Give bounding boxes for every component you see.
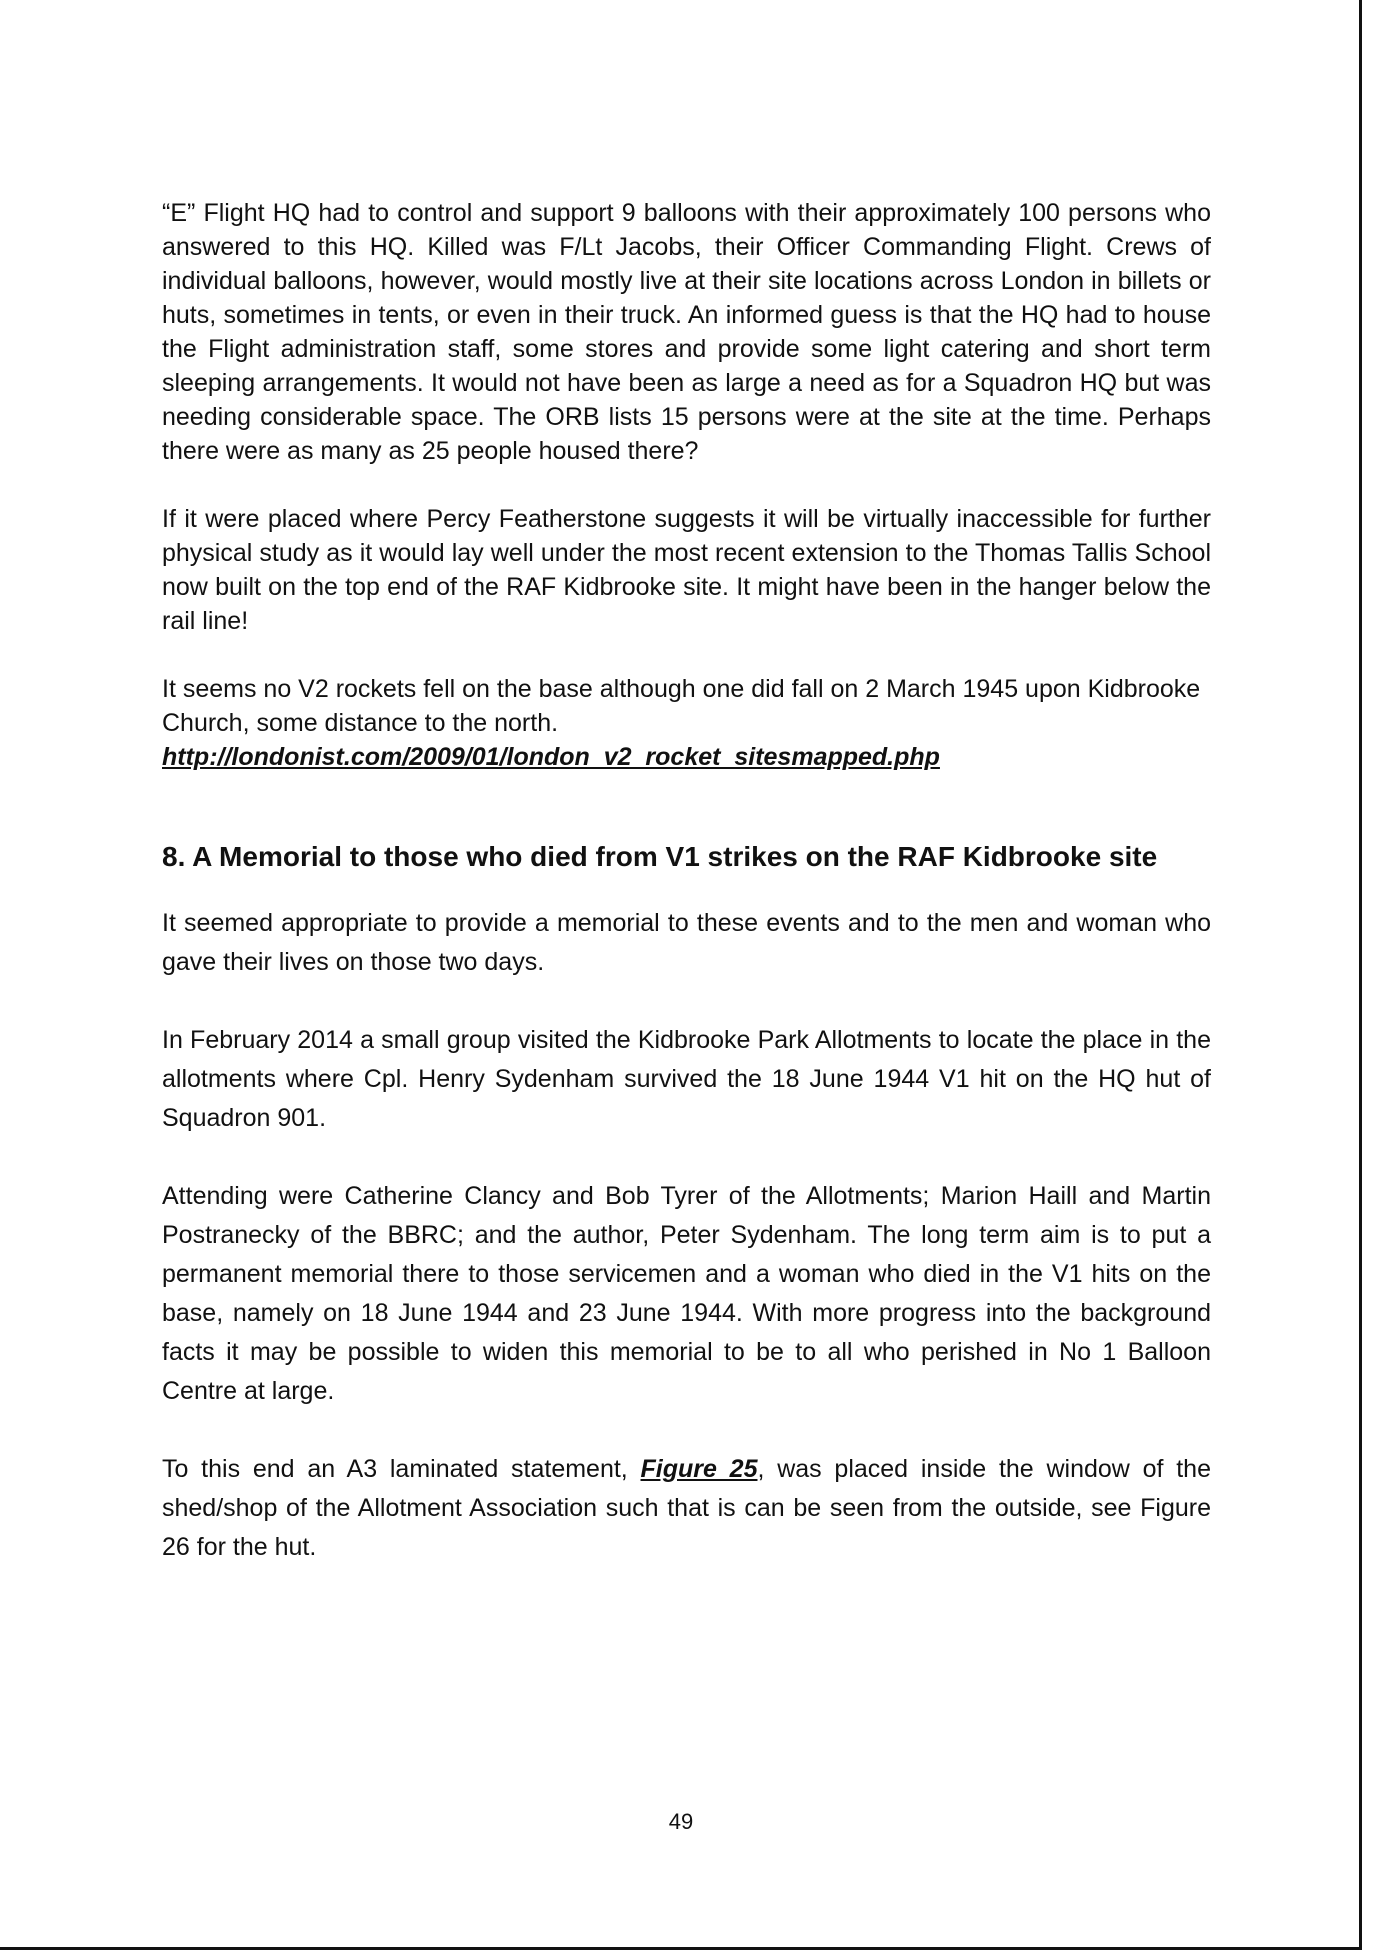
paragraph-february-visit: In February 2014 a small group visited the Kidbrooke Park Allotments to locate the place in the allotments where Cpl. Henry Sydenham survived the 18 June 1944 V1 hit on the HQ hut of Squadron 901.	[162, 1026, 1211, 1132]
paragraph-attendees: Attending were Catherine Clancy and Bob Tyrer of the Allotments; Marion Haill and Martin Postranecky of the BBRC; and the author, Peter Sydenham. The long term aim is to put a permanent memorial there to those servicemen and a woman who died in the V1 hits on the base, namely on 18 June 1944 and 23 June 1944. With more progress into the background facts it may be possible to widen this memorial to be to all who perished in No 1 Balloon Centre at large.	[162, 1182, 1211, 1405]
paragraph-v2-rockets: It seems no V2 rockets fell on the base although one did fall on 2 March 1945 upon Kidbrooke Church, some distance to the north.	[162, 675, 1201, 737]
paragraph-e-flight-hq: “E” Flight HQ had to control and support 9 balloons with their approximately 100 persons who answered to this HQ. Killed was F/Lt Jacobs, their Officer Commanding Flight. Crews of individual balloons, however, would mostly live at their site locations across London in billets or huts, sometimes in tents, or even in their truck. An informed guess is that the HQ had to house the Flight administration staff, some stores and provide some light catering and short term sleeping arrangements. It would not have been as large a need as for a Squadron HQ but was needing considerable space. The ORB lists 15 persons were at the site at the time. Perhaps there were as many as 25 people housed there?	[162, 199, 1211, 465]
figure-25-link[interactable]: Figure 25	[640, 1455, 758, 1483]
a3-statement-text-before: To this end an A3 laminated statement,	[162, 1455, 641, 1483]
paragraph-featherstone-location: If it were placed where Percy Featherstone suggests it will be virtually inaccessible for further physical study as it would lay well under the most recent extension to the Thomas Tallis School now built on the top end of the RAF Kidbrooke site. It might have been in the hanger below the rail line!	[162, 505, 1211, 635]
page-number: 49	[668, 1809, 694, 1834]
section-heading: 8. A Memorial to those who died from V1 strikes on the RAF Kidbrooke site	[162, 841, 1158, 872]
a3-statement-text-after: , was placed inside the window of the shed/shop of the Allotment Association such that is can be seen from the outside, see Figure 26 for the hut.	[162, 1455, 1211, 1561]
page-content	[162, 196, 1211, 1567]
paragraph-a3-statement	[162, 1450, 1211, 1567]
paragraph-memorial-intro: It seemed appropriate to provide a memorial to these events and to the men and woman who gave their lives on those two days.	[162, 909, 1211, 976]
londonist-link[interactable]: http://londonist.com/2009/01/london_v2_rocket_sitesmapped.php	[162, 743, 940, 771]
